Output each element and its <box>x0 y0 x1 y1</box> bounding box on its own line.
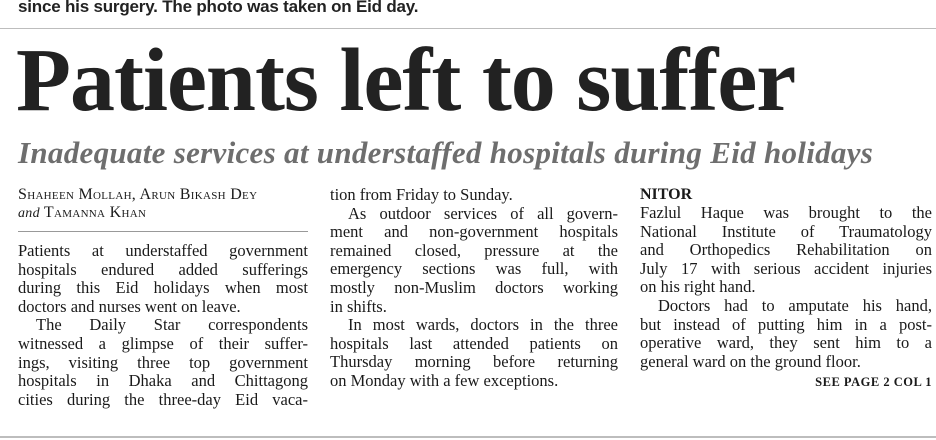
body-line: As outdoor services of all govern- <box>348 204 618 223</box>
body-line: witnessed a glimpse of their suffer- <box>18 334 308 353</box>
body-line: doctors and nurses went on leave. <box>18 297 241 316</box>
body-line: but instead of putting him in a post- <box>640 315 932 334</box>
headline: Patients left to suffer <box>16 31 796 130</box>
body-line: during this Eid holidays when most <box>18 279 308 298</box>
body-line: on his right hand. <box>640 278 756 297</box>
body-line: July 17 with serious accident injuries <box>640 259 932 278</box>
body-line: operative ward, they sent him to a <box>640 334 932 353</box>
body-line: hospitals last attended patients on <box>330 334 618 353</box>
body-line: In most wards, doctors in the three <box>348 316 618 335</box>
body-line: remained closed, pressure at the <box>330 241 618 260</box>
byline-divider <box>18 231 308 232</box>
byline-line-1: Shaheen Mollah, Arun Bikash Dey <box>18 186 258 203</box>
body-line: tion from Friday to Sunday. <box>330 186 513 204</box>
body-line: Patients at understaffed government <box>18 242 308 260</box>
bottom-divider <box>0 436 936 438</box>
body-line: Thursday morning before returning <box>330 353 618 372</box>
byline-author-3: Tamanna Khan <box>43 204 147 221</box>
body-line: ment and non-government hospitals <box>330 223 618 242</box>
body-line: in shifts. <box>330 297 387 316</box>
article-column-2 <box>330 186 618 391</box>
body-line: mostly non-Muslim doctors working <box>330 278 618 297</box>
body-line: on Monday with a few exceptions. <box>330 371 559 390</box>
body-line: ings, visiting three top government <box>18 353 308 372</box>
body-line: general ward on the ground floor. <box>640 352 861 371</box>
photo-caption-fragment: since his surgery. The photo was taken on Eid day. <box>18 0 419 16</box>
jump-line[interactable]: SEE PAGE 2 COL 1 <box>815 375 932 390</box>
article-column-3 <box>640 186 932 392</box>
byline-line-2 <box>18 204 308 223</box>
article-column-1 <box>18 186 308 409</box>
body-line: and Orthopedics Rehabilitation on <box>640 241 932 260</box>
body-line: hospitals endured added sufferings <box>18 260 308 279</box>
body-line: The Daily Star correspondents <box>36 316 308 335</box>
byline-and: and <box>18 206 40 221</box>
subheadline: Inadequate services at understaffed hospitals during Eid holidays <box>18 135 874 170</box>
body-line: Fazlul Haque was brought to the <box>640 204 932 222</box>
body-line: hospitals in Dhaka and Chittagong <box>18 372 308 391</box>
body-line: emergency sections was full, with <box>330 260 618 279</box>
section-head-nitor: NITOR <box>640 186 693 203</box>
body-line: cities during the three-day Eid vaca- <box>18 390 308 409</box>
body-line: National Institute of Traumatology <box>640 222 932 241</box>
body-line: Doctors had to amputate his hand, <box>658 296 932 315</box>
